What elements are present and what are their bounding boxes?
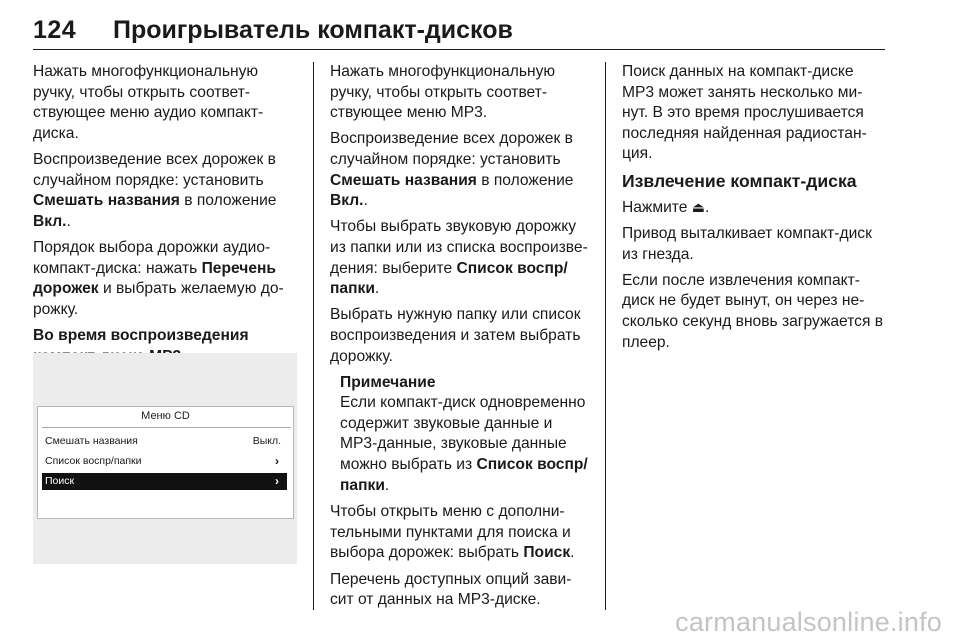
- section-heading-eject: Извлечение компакт-диска: [622, 170, 857, 191]
- column-2: [330, 62, 592, 616]
- menu-item-shuffle[interactable]: [42, 433, 287, 450]
- menu-term: Вкл.: [330, 192, 364, 210]
- menu-item-search[interactable]: [42, 473, 287, 490]
- column-divider-2: [605, 62, 606, 610]
- text: .: [384, 476, 390, 494]
- col2-paragraph-1: Нажать многофункциональную ручку, чтобы открыть соответ-ствующее меню MP3.: [330, 63, 556, 122]
- menu-term: Поиск: [523, 544, 571, 562]
- text: .: [363, 192, 368, 210]
- text: Порядок выбора дорожки аудио-компакт-диска: нажать: [33, 238, 271, 277]
- eject-icon: ⏏: [691, 198, 706, 215]
- menu-item-label: Список воспр/папки: [45, 455, 142, 467]
- note-title: Примечание: [340, 373, 436, 391]
- column-divider-1: [313, 62, 314, 610]
- subheading-mp3: Во время воспроизведения: [33, 326, 249, 344]
- col2-paragraph-5: [330, 502, 592, 564]
- menu-term: Перечень дорожек: [33, 259, 277, 298]
- col3-paragraph-1: Поиск данных на компакт-диске MP3 может занять несколько ми-нут. В это время прослушивается последняя найденная радиостан-ция.: [622, 63, 867, 163]
- text: Чтобы открыть меню с дополни-тельными пунктами для поиска и выбора дорожек: выбрать: [330, 503, 571, 562]
- menu-item-label: Смешать названия: [45, 435, 138, 447]
- text: Если компакт-диск одновременно содержит звуковые данные и MP3-данные, звуковые данные можно выбрать из: [340, 394, 586, 474]
- text: и выбрать желаемую до-рожку.: [33, 280, 284, 318]
- menu-term: Список воспр/папки: [330, 259, 568, 298]
- text: в положение: [476, 171, 574, 189]
- menu-term: Список воспр/папки: [340, 456, 588, 494]
- page-header: [33, 0, 885, 50]
- chevron-right-icon: ›: [275, 454, 279, 468]
- text: в положение: [179, 192, 277, 210]
- col2-paragraph-2: [330, 129, 592, 211]
- menu-divider: [42, 427, 291, 428]
- text: Нажмите: [622, 198, 692, 216]
- menu-item-value: Выкл.: [252, 435, 281, 447]
- text: Воспроизведение всех дорожек в случайном порядке: установить: [330, 130, 573, 168]
- text: .: [66, 212, 71, 230]
- col3-paragraph-3: Привод выталкивает компакт-диск из гнезда.: [622, 224, 872, 263]
- menu-item-playlist-folders[interactable]: [42, 453, 287, 470]
- text: Чтобы выбрать звуковую дорожку из папки или из списка воспроизве-дения: выберите: [330, 218, 588, 277]
- col3-paragraph-2: [622, 197, 884, 219]
- col1-paragraph-2: [33, 150, 295, 232]
- col2-paragraph-6: Перечень доступных опций зави-сит от данных на MP3-диске.: [330, 570, 572, 609]
- text: Воспроизведение всех дорожек в случайном порядке: установить: [33, 150, 276, 189]
- col3-paragraph-4: Если после извлечения компакт-диск не будет вынут, он через не-сколько секунд вновь загружается в плеер.: [622, 271, 884, 351]
- menu-term: Вкл.: [33, 212, 67, 230]
- chevron-right-icon: ›: [275, 474, 279, 488]
- page-title: Проигрыватель компакт-дисков: [113, 16, 513, 44]
- header-rule: [33, 49, 885, 50]
- col2-paragraph-4: Выбрать нужную папку или список воспроизведения и затем выбрать дорожку.: [330, 306, 581, 365]
- menu-title: Меню CD: [141, 410, 190, 422]
- cd-menu-screenshot: [33, 353, 297, 564]
- note-block: [330, 373, 592, 497]
- col2-paragraph-3: [330, 217, 592, 299]
- menu-panel: [37, 406, 294, 519]
- menu-term: Смешать названия: [33, 192, 180, 210]
- watermark: carmanualsonline.info: [675, 607, 942, 637]
- col1-paragraph-1: Нажать многофункциональную ручку, чтобы открыть соответ-ствующее меню аудио компакт-диска.: [33, 63, 264, 142]
- col1-paragraph-3: [33, 238, 295, 320]
- text: .: [374, 280, 380, 298]
- note-text: [340, 393, 592, 496]
- menu-item-label: Поиск: [45, 475, 75, 487]
- page-number: 124: [33, 16, 77, 44]
- text: .: [705, 198, 710, 216]
- column-1: [33, 62, 295, 373]
- text: .: [570, 544, 575, 562]
- menu-term: Смешать названия: [330, 171, 477, 189]
- column-3: [622, 62, 884, 359]
